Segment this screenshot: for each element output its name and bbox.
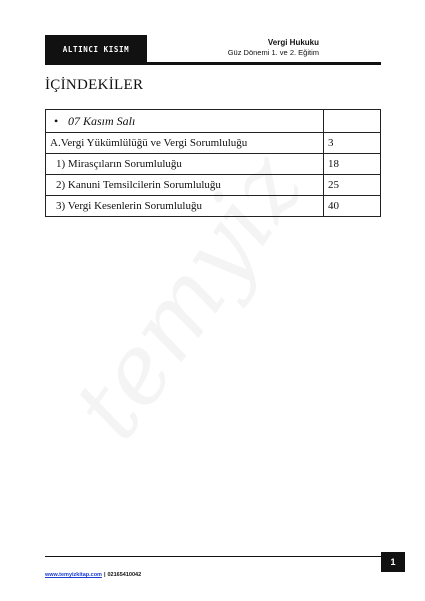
website-link[interactable]: www.temyizkitap.com [45,572,102,578]
page-number: 1 [390,557,396,567]
toc-row[interactable] [46,133,381,154]
toc-entry-label: 1) Mirasçıların Sorumluluğu [46,154,324,175]
document-title: Vergi Hukuku [267,38,319,47]
toc-entry-page: 3 [324,133,381,154]
toc-entry-page: 18 [324,154,381,175]
toc-row[interactable] [46,175,381,196]
phone-number: 02165410042 [107,572,142,578]
toc-row[interactable] [46,154,381,175]
page-number-badge [381,552,405,572]
toc-row[interactable] [46,196,381,217]
toc-entry-label: 2) Kanuni Temsilcilerin Sorumluluğu [46,175,324,196]
toc-table [45,109,381,217]
toc-entry-page: 40 [324,196,381,217]
toc-date: 07 Kasım Salı [68,113,136,128]
document-subtitle: Güz Dönemi 1. ve 2. Eğitim [227,48,319,57]
footer-separator: | [103,572,106,578]
document-header [228,38,319,58]
footer-contact [45,572,141,578]
toc-date-row [46,110,381,133]
toc-entry-page: 25 [324,175,381,196]
toc-date-cell [46,110,324,133]
bullet-icon: • [54,113,59,128]
toc-entry-label: A.Vergi Yükümlülüğü ve Vergi Sorumluluğu [46,133,324,154]
footer-divider [45,556,381,557]
section-label-badge [45,35,147,63]
toc-entry-label: 3) Vergi Kesenlerin Sorumluluğu [46,196,324,217]
section-label: ALTINCI KISIM [62,44,130,54]
toc-date-page-cell [324,110,381,133]
toc-heading: İÇİNDEKİLER [45,77,144,93]
header-divider [45,62,381,65]
